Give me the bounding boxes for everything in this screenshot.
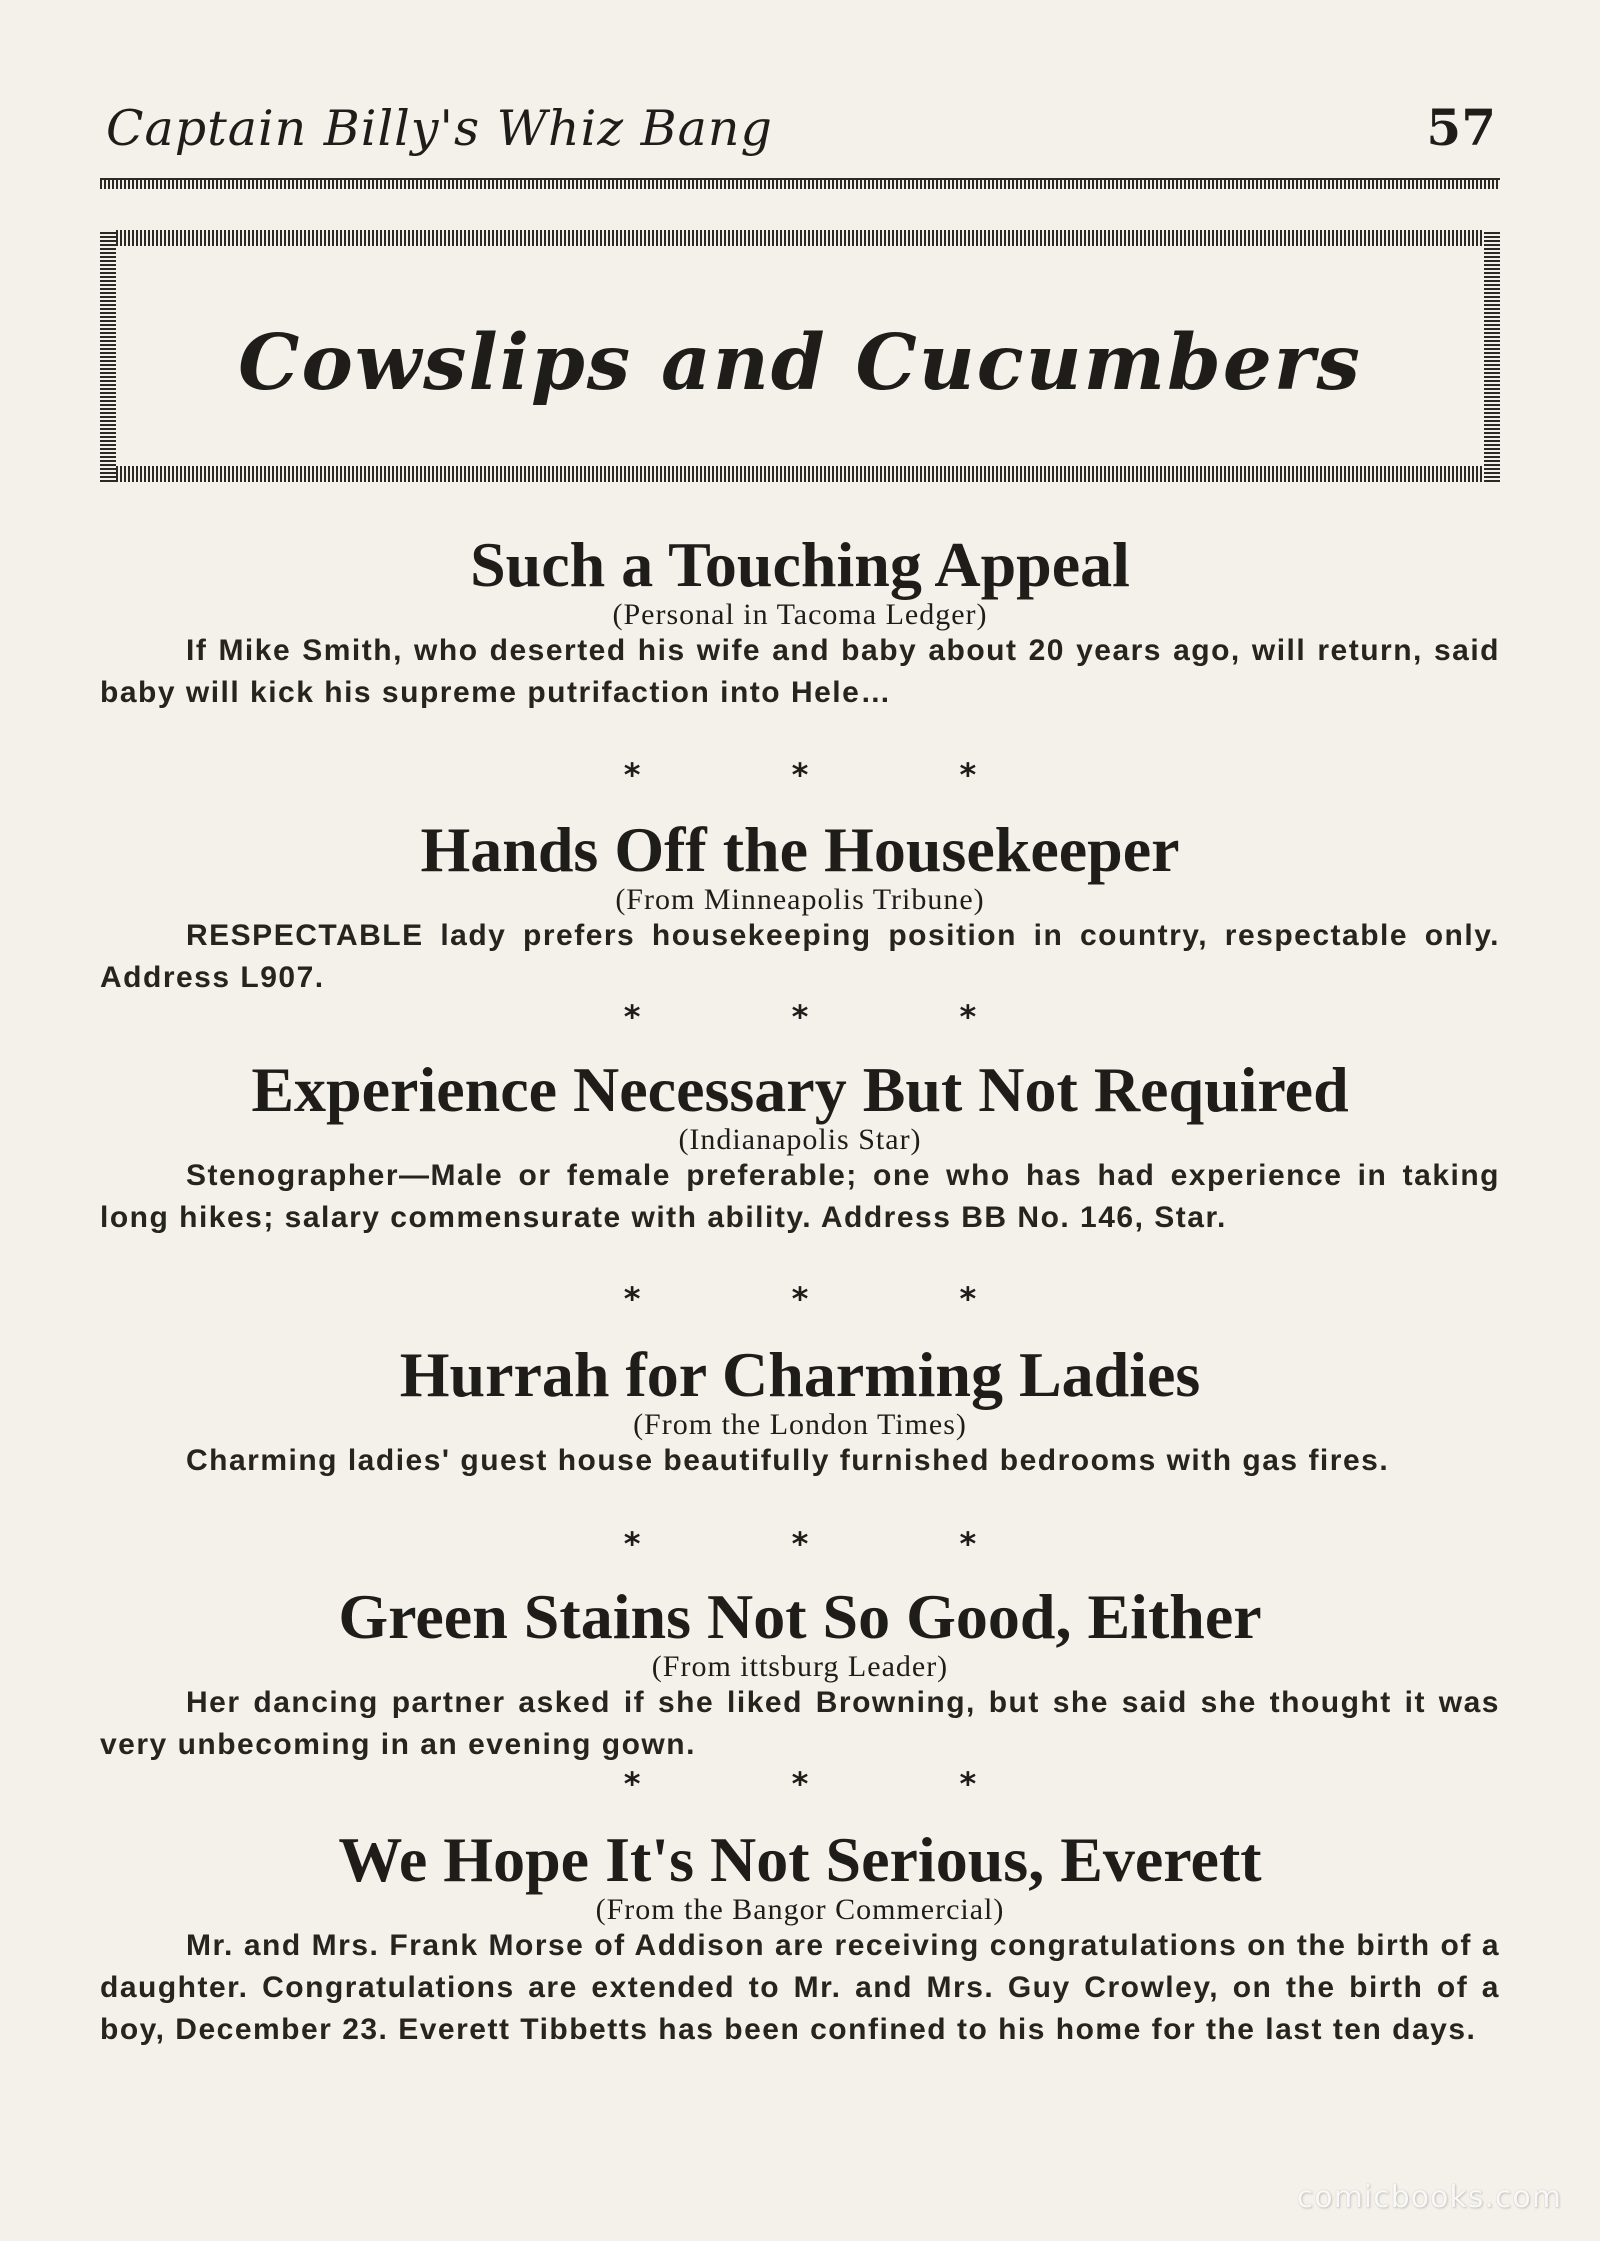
entry-source: (From Minneapolis Tribune) xyxy=(615,883,985,916)
entry-source: (Indianapolis Star) xyxy=(678,1123,922,1156)
entry-source: (From the London Times) xyxy=(633,1408,967,1441)
entry-body: Her dancing partner asked if she liked Browning, but she said she thought it was very unbecoming in an evening gown. xyxy=(100,1686,1500,1761)
entry-charming-ladies xyxy=(100,1340,1500,1482)
entry-headline: Hurrah for Charming Ladies xyxy=(399,1339,1201,1410)
entry-body: If Mike Smith, who deserted his wife and baby about 20 years ago, will return, said baby will kick his supreme putrifaction into Hele… xyxy=(100,634,1500,709)
entry-source: (From the Bangor Commercial) xyxy=(595,1893,1005,1926)
entry-body: Stenographer—Male or female preferable; one who has had experience in taking long hikes; salary commensurate with ability. Address BB No. 146, Star. xyxy=(100,1159,1500,1234)
section-title: Cowslips and Cucumbers xyxy=(238,318,1362,408)
separator-stars: * * * xyxy=(623,998,1047,1036)
entry-housekeeper xyxy=(100,815,1500,999)
separator-stars: * * * xyxy=(623,1280,1047,1318)
page-number: 57 xyxy=(1426,98,1496,157)
section-title-box xyxy=(100,230,1500,482)
entry-touching-appeal xyxy=(100,530,1500,714)
entry-headline: Experience Necessary But Not Required xyxy=(251,1054,1349,1125)
separator-stars: * * * xyxy=(623,1765,1047,1803)
magazine-title: Captain Billy's Whiz Bang xyxy=(106,100,773,157)
entry-headline: We Hope It's Not Serious, Everett xyxy=(338,1824,1262,1895)
entry-body: Charming ladies' guest house beautifully furnished bedrooms with gas fires. xyxy=(186,1444,1390,1477)
header-rule xyxy=(100,178,1500,189)
magazine-page xyxy=(100,80,1500,2200)
entry-headline: Such a Touching Appeal xyxy=(470,529,1130,600)
entry-source: (From ittsburg Leader) xyxy=(651,1650,949,1683)
separator-stars: * * * xyxy=(623,756,1047,794)
running-head xyxy=(100,98,1500,168)
entry-experience xyxy=(100,1055,1500,1239)
entry-headline: Green Stains Not So Good, Either xyxy=(338,1581,1262,1652)
separator-stars: * * * xyxy=(623,1525,1047,1563)
entry-green-stains xyxy=(100,1582,1500,1766)
entry-everett xyxy=(100,1825,1500,2051)
watermark-text: comicbooks.com xyxy=(1296,2180,1562,2215)
title-box-bottom-border xyxy=(100,466,1500,482)
entry-source: (Personal in Tacoma Ledger) xyxy=(612,598,988,631)
entry-headline: Hands Off the Housekeeper xyxy=(420,814,1180,885)
entry-body: RESPECTABLE lady prefers housekeeping position in country, respectable only. Address L907. xyxy=(100,919,1500,994)
entry-body: Mr. and Mrs. Frank Morse of Addison are receiving congratulations on the birth of a daughter. Congratulations are extended to Mr. and Mrs. Guy Crowley, on the birth of a boy, December 23. Everett Tibbetts has been confined to his home for the last ten days. xyxy=(100,1929,1500,2046)
title-box-top-border xyxy=(100,230,1500,246)
